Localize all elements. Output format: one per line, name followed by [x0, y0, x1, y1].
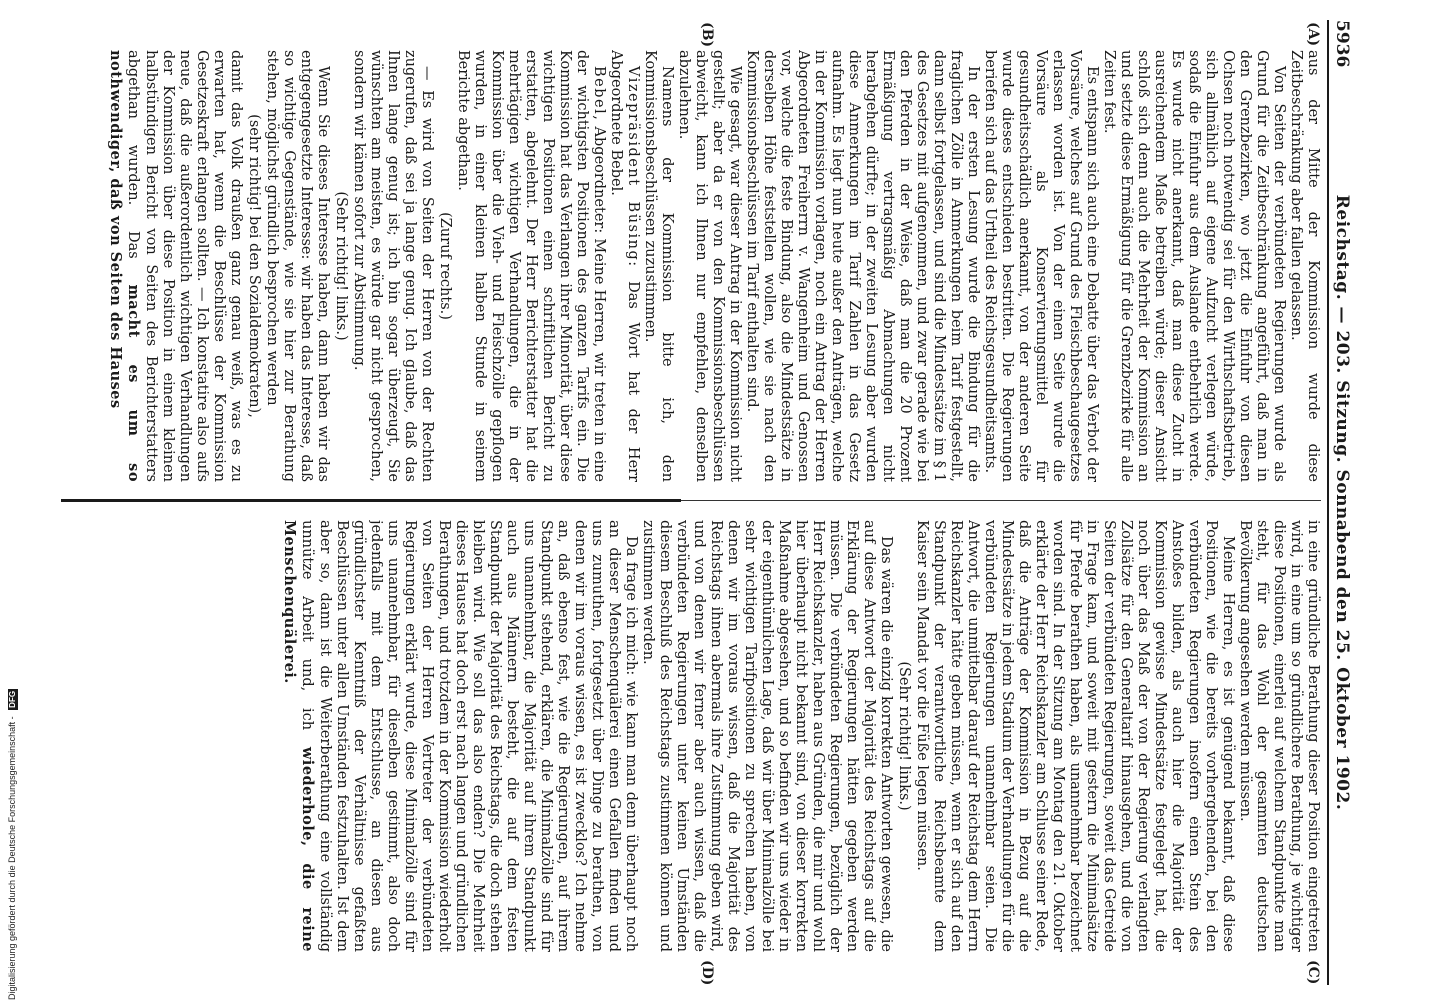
- paragraph: Es entspann sich auch eine Debatte über das Verbot der Vorsäure, welches auf Grund des Fleischbeschaugesetzes erlassen worden ist. Von der einen Seite wurde die Vorsäure als Konservierungsmittel für gesundheitsschädlich anerkannt, von der anderen Seite wurde dieses entschieden bestritten. Die Regierungen beriefen sich auf das Urtheil des Reichsgesundheitsamts.: [982, 50, 1100, 482]
- interjection: (Zuruf rechts.): [437, 212, 453, 320]
- document-page: [55, 20, 1355, 985]
- paragraph: in eine gründliche Berathung dieser Position eingetreten wird, in eine um so gründlichere Berathung, je wichtiger diese Positionen, einerlei auf welchem Standpunkte man steht, für das Wohl der gesammten deutschen Bevölkerung angesehen werden müssen.: [1237, 520, 1321, 952]
- speaker-role: Abgeordneter:: [591, 126, 607, 234]
- page-number: 5936: [1332, 20, 1352, 68]
- paragraph: — Es wird von Seiten der Herren von der Rechten zugerufen, daß sei ja lange genug. Ich glaube, daß das Ihnen lange genug ist; ich bin sogar überzeugt, Sie wünschten am meisten, es würde gar nicht gesprochen, sondern wir kämen sofort zur Abstimmung.: [351, 50, 435, 482]
- paragraph: Meine Herren, es ist genügend bekannt, daß diese Positionen, wie die bereits vorhergehenden, bei den verbündeten Regierungen insofern einen Stein des Anstoßes bilden, als auch hier die Majorität der Kommission gewisse Mindestsätze festgelegt hat, die noch über das Maß der von der Regierung verlangten Zollsätze für den Generaltarif hinausgehen, und die von Seiten der verbündeten Regierungen, soweit das Getreide in Frage kam, und soweit mit gestern die Minimalsätze für Pferde berathen haben, als unannehmbar bezeichnet worden sind. In der Sitzung am Montag den 21. Oktober erklärte der Herr Reichskanzler am Schlusse seiner Rede, daß die Anträge der Kommission in Bezug auf die Mindestsätze in jedem Stadium der Verhandlungen für die verbündeten Regierungen unannehmbar seien. Die Antwort, die unmittelbar darauf der Reichstag dem Herrn Reichskanzler hätte geben müssen, wenn er sich auf den Standpunkt der verantwortliche Reichsbeamte dem Kaiser sein Mandat vor die Füße legen müssen.: [914, 520, 1236, 952]
- column-divider: [681, 500, 1321, 501]
- interjection: (Sehr richtig! links.): [896, 661, 912, 811]
- paragraph: [280, 520, 639, 952]
- interjection: (Sehr richtig! links.): [333, 191, 349, 341]
- margin-marker-d: (D): [699, 960, 715, 986]
- page-header: [1327, 20, 1355, 985]
- column-divider-bold: [61, 499, 681, 502]
- paragraph: In der ersten Lesung wurde die Bindung für die fraglichen Zölle in Anmerkungen beim Tarif festgestellt, dann selbst fortgelassen, und sind die Mindestsätze im § 1 des Gesetzes mit aufgenommen, und zwar gerade wie bei den Pferden in der Weise, daß man die 20 Prozent Ermäßigung vertragsmäßig Abmachungen nicht herabgehen dürfte; in der zweiten Lesung aber wurden diese Anmerkungen im Tarif Zahlen in das Gesetz aufnahm. Es liegt nun heute außer den Anträgen, welche in der Kommission vorlagen, noch ein Antrag der Herren Abgeordneten Freiherrn v. Wangenheim und Genossen vor, welche die feste Bindung, also die Mindestsätze in derselben Höhe feststellen wollen, wie sie nach den Kommissionsbeschlüssen im Tarif enthalten sind.: [744, 50, 981, 482]
- paragraph: Das wären die einzig korrekten Antworten gewesen, die auf diese Antwort der Majorität des Reichstags auf die Erklärung der Regierungen hätten gegeben werden müssen. Die verbündeten Regierungen, bezüglich der Herr Reichskanzler, haben aus Gründen, die mir und wohl hier überhaupt nicht bekannt sind, von dieser korrekten Maßnahme abgesehen, und so befinden wir uns wieder in der eigenthümlichen Lage, daß wir über Minimalzölle bei sehr wichtigen Tarifpositionen zu sprechen haben, von denen wir im voraus wissen, daß die Majorität des Reichstags ihnen abermals ihre Zustimmung geben wird, und von denen wir ferner aber auch wissen, daß die verbündeten Regierungen unter keinen Umständen diesem Beschluß des Reichstags zustimmen können und zustimmen werden.: [640, 520, 894, 952]
- margin-marker-b: (B): [699, 22, 715, 48]
- page-title: Reichstag. — 203. Sitzung. Sonnabend den 25. Oktober 1902.: [1332, 194, 1352, 811]
- paragraph: aus der Mitte der Kommission wurde diese Zeitbeschränkung aber fallen gelassen.: [1288, 50, 1321, 482]
- emphasized-text: die reine Menschenquälerei.: [281, 520, 316, 952]
- paragraph: Wenn Sie dieses Interesse haben, dann haben wir das entgegengesetzte Interesse: wir haben das Interesse, daß so wichtige Gegenstände, wie sie hier zur Berathung stehen, möglichst gründlich besprochen werden: [264, 50, 331, 482]
- speaker-paragraph: [607, 50, 641, 482]
- dfg-logo: DFG: [8, 690, 17, 708]
- margin-marker-c: (C): [1305, 960, 1321, 985]
- paragraph: [106, 50, 244, 482]
- digitization-note: [6, 0, 18, 1000]
- speech-text: Das Wort hat der Herr Abgeordnete Bebel.: [608, 50, 641, 482]
- speaker-name: Bebel,: [591, 66, 607, 122]
- interjection: (sehr richtig! bei den Sozialdemokraten),: [246, 114, 262, 418]
- left-column: [61, 50, 1321, 482]
- speaker-paragraph: [454, 50, 607, 482]
- margin-marker-a: (A): [1305, 22, 1321, 47]
- speech-text: Meine Herren, wir treten in eine der wichtigsten Positionen des ganzen Tarifs ein. Die Kommission hat das Verlangen ihrer Minorität, über diese wichtigen Positionen einen schriftlichen Bericht zu erstatten, abgelehnt. Der Herr Berichterstatter hat die mehrtägigen wichtigen Verhandlungen, die in der Kommission über die Vieh- und Fleischzölle gepflogen wurden, in einer kleinen halben Stunde in seinem Berichte abgethan.: [455, 50, 607, 482]
- emphasized-text: wiederhole,: [299, 746, 316, 847]
- paragraph-text: Da frage ich mich: wie kann man denn überhaupt noch an dieser Menschenquälerei einen Gefallen finden und uns zumuthen, fortgesetzt über Dinge zu berathen, von denen wir im voraus wissen, es ist zwecklos? Ich nehme an, daß ebenso fest, wie die Regierungen, auf ihrem Standpunkt stehend, erklären, die Minimalzölle sind für uns unannehmbar, die Majorität auf ihrem Standpunkt auch aus Männern besteht, die auf dem festen Standpunkt der Majorität des Reichstags, die doch stehen bleiben wird. Wie soll das also enden? Die Mehrheit dieses Hauses hat doch erst nach langen und gründlichen Berathungen, und trotzdem in der Kommission wiederholt von Seiten der Herren Vertreter der verbündeten Regierungen erklärt wurde, diese Minimalzölle sind für uns unannehmbar, für dieselben gestimmt, also doch jedenfalls mit dem Entschlusse, an diesen aus gründlichster Kenntniß der Verhältnisse gefaßten Beschlüssen unter allen Umständen festzuhalten. Ist dem aber so, dann ist die Weiterberathung eine vollständig unnütze Arbeit und, ich: [299, 520, 639, 952]
- paragraph: Von Seiten der verbündeten Regierungen wurde als Grund für die Zeitbeschränkung angeführt, daß man in den Grenzbezirken, wo jetzt die Einfuhr von diesen Ochsen noch notwendig sei für den Wirthschaftsbetrieb, sich allmählich auf eigene Aufzucht verlegen würde, sodaß die Einfuhr aus dem Auslande entbehrlich werde. Es wurde nicht anerkannt, daß man diese Zucht in ausreichendem Maße betreiben würde; dieser Ansicht schloß sich denn auch die Mehrheit der Kommission an und setzte diese Ermäßigung für die Grenzbezirke für alle Zeiten fest.: [1101, 50, 1287, 482]
- paragraph: Wie gesagt, war dieser Antrag in der Kommission nicht gestellt; aber da er von den Kommissionsbeschlüssen abweicht, kann ich Ihnen nur empfehlen, denselben abzulehnen.: [676, 50, 743, 482]
- emphasized-text: macht es um so nothwendiger, daß von Seiten des Hauses: [107, 50, 142, 482]
- paragraph: Namens der Kommission bitte ich, den Kommissionsbeschlüssen zuzustimmen.: [642, 50, 675, 482]
- paragraph-text: damit das Volk draußen ganz genau weiß, was es zu erwarten hat, wenn die Beschlüsse der Kommission Gesetzeskraft erlangen sollten. — Ich konstatire also aufs neue, daß die außerordentlich wichtigen Verhandlungen der Kommission über diese Position in einem kleinen halbstündigen Bericht von Seiten des Berichterstatters abgethan wurden. Das: [125, 50, 244, 482]
- digitization-note-text: Digitalisierung gefördert durch die Deutsche Forschungsgemeinschaft -: [7, 716, 17, 1000]
- speaker-name: Vizepräsident Büsing:: [625, 66, 641, 268]
- right-column: [61, 520, 1321, 952]
